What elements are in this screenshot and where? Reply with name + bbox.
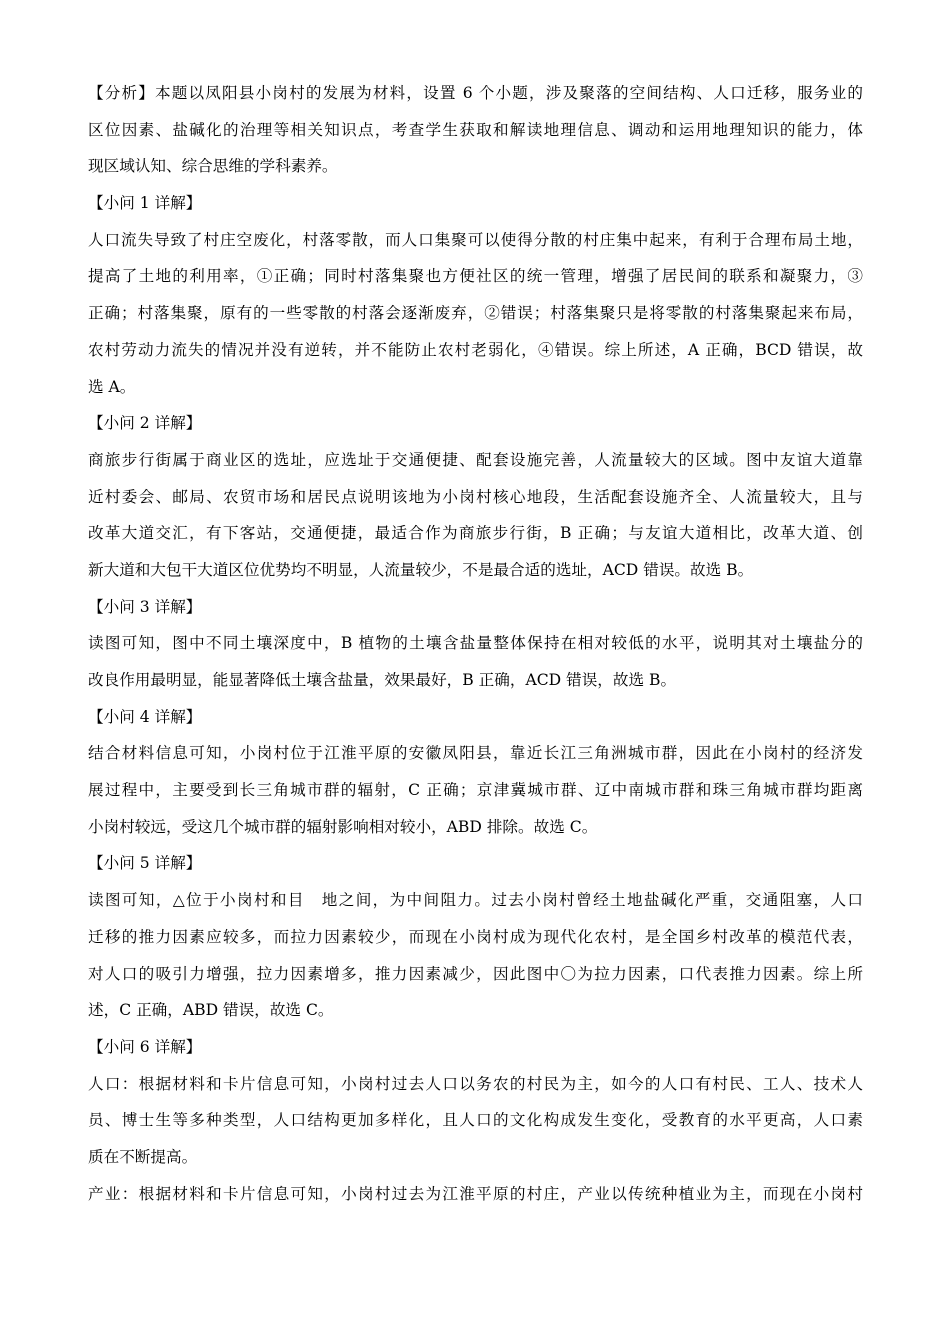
text-line: 新大道和大包干大道区位优势均不明显，人流量较少，不是最合适的选址，ACD 错误。故选 B。 xyxy=(88,560,754,579)
text-line: 产业：根据材料和卡片信息可知，小岗村过去为江淮平原的村庄，产业以传统种植业为主，而现在小岗村 xyxy=(88,1184,863,1203)
text-line: 人口流失导致了村庄空废化，村落零散，而人口集聚可以使得分散的村庄集中起来，有利于合理布局土地， xyxy=(88,230,863,249)
text-line: 现区域认知、综合思维的学科素养。 xyxy=(88,157,338,176)
text-line: 农村劳动力流失的情况并没有逆转，并不能防止农村老弱化，④错误。综上所述，A 正确，BCD 错误，故 xyxy=(88,340,863,359)
text-line: 展过程中，主要受到长三角城市群的辐射，C 正确；京津冀城市群、辽中南城市群和珠三角城市群均距离 xyxy=(88,781,863,800)
text-line: 区位因素、盐碱化的治理等相关知识点，考查学生获取和解读地理信息、调动和运用地理知识的能力，体 xyxy=(88,120,863,139)
text-line: 改革大道交汇，有下客站，交通便捷，最适合作为商旅步行街，B 正确；与友谊大道相比，改革大道、创 xyxy=(88,524,863,543)
text-line: 正确；村落集聚，原有的一些零散的村落会逐渐废弃，②错误；村落集聚只是将零散的村落集聚起来布局， xyxy=(88,304,863,323)
text-line: 对人口的吸引力增强，拉力因素增多，推力因素减少，因此图中〇为拉力因素，口代表推力因素。综上所 xyxy=(88,964,863,983)
text-line: 商旅步行街属于商业区的选址，应选址于交通便捷、配套设施完善，人流量较大的区域。图中友谊大道靠 xyxy=(88,450,863,469)
text-line: 员、博士生等多种类型，人口结构更加多样化，且人口的文化构成发生变化，受教育的水平更高，人口素 xyxy=(88,1111,863,1130)
section-heading: 【分析】本题以凤阳县小岗村的发展为材料，设置 6 个小题，涉及聚落的空间结构、人口迁移，服务业的 xyxy=(88,84,863,102)
document-page xyxy=(88,78,863,1215)
text-line: 人口：根据材料和卡片信息可知，小岗村过去人口以务农的村民为主，如今的人口有村民、工人、技术人 xyxy=(88,1074,863,1093)
text-line: 读图可知，△位于小岗村和目 地之间，为中间阻力。过去小岗村曾经土地盐碱化严重，交通阻塞，人口 xyxy=(88,891,863,910)
section-heading: 【小问 1 详解】 xyxy=(88,194,202,213)
text-line: 选 A。 xyxy=(88,377,136,396)
text-line: 读图可知，图中不同土壤深度中，B 植物的土壤含盐量整体保持在相对较低的水平，说明其对土壤盐分的 xyxy=(88,634,863,653)
section-heading: 【小问 5 详解】 xyxy=(88,854,202,873)
text-line: 近村委会、邮局、农贸市场和居民点说明该地为小岗村核心地段，生活配套设施齐全、人流量较大，且与 xyxy=(88,487,863,506)
text-line: 迁移的推力因素应较多，而拉力因素较少，而现在小岗村成为现代化农村，是全国乡村改革的模范代表， xyxy=(88,927,863,946)
text-line: 结合材料信息可知，小岗村位于江淮平原的安徽凤阳县，靠近长江三角洲城市群，因此在小岗村的经济发 xyxy=(88,744,863,763)
text-line: 提高了土地的利用率，①正确；同时村落集聚也方便社区的统一管理，增强了居民间的联系和凝聚力，③ xyxy=(88,267,863,286)
section-heading: 【小问 4 详解】 xyxy=(88,707,202,726)
section-heading: 【小问 3 详解】 xyxy=(88,597,202,616)
section-heading: 【小问 6 详解】 xyxy=(88,1037,202,1056)
text-line: 改良作用最明显，能显著降低土壤含盐量，效果最好，B 正确，ACD 错误，故选 B。 xyxy=(88,671,677,689)
text-line: 质在不断提高。 xyxy=(88,1147,198,1166)
section-heading: 【小问 2 详解】 xyxy=(88,414,202,433)
text-line: 小岗村较远，受这几个城市群的辐射影响相对较小，ABD 排除。故选 C。 xyxy=(88,817,598,836)
text-line: 述，C 正确，ABD 错误，故选 C。 xyxy=(88,1001,334,1020)
